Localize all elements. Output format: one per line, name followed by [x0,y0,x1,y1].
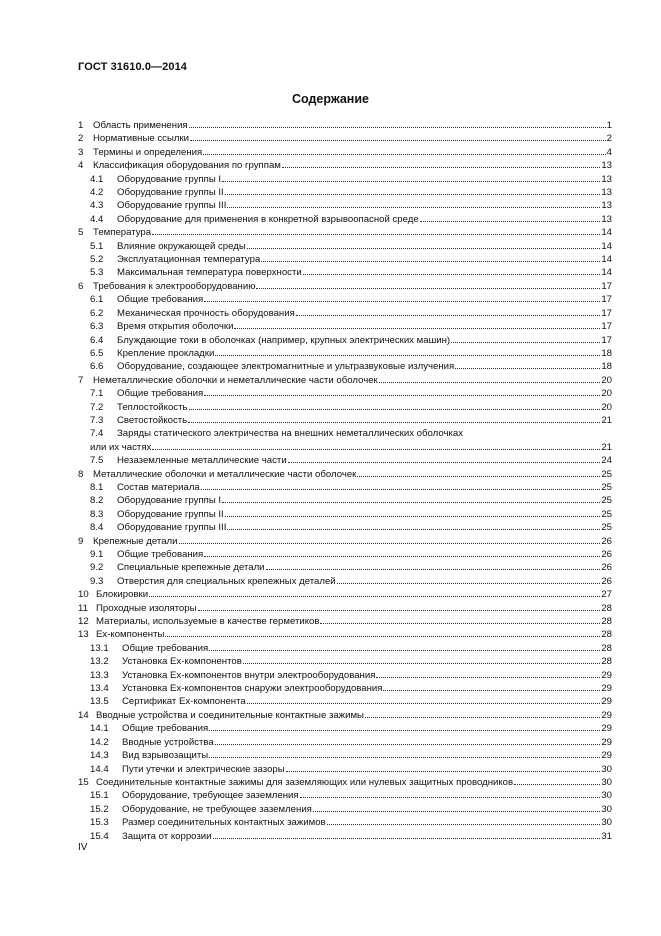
toc-entry-number: 2 [78,133,84,145]
toc-leader-dots [165,628,600,637]
toc-entry-label: Материалы, используемые в качестве герметиков [96,616,320,628]
toc-leader-dots [149,588,600,597]
toc-entry-label: Оборудование для применения в конкретной взрывоопасной среде [117,213,419,225]
toc-entry[interactable] [78,695,612,708]
toc-leader-dots [201,481,601,490]
toc-entry-number: 3 [78,146,84,158]
toc-entry-label: Оборудование группы I [117,173,222,185]
toc-entry-label: Светостойкость [117,414,188,426]
document-code: ГОСТ 31610.0—2014 [78,61,188,73]
toc-entry-number: 5.3 [90,267,104,279]
toc-entry[interactable] [78,535,612,548]
toc-entry-label: Общие требования [117,388,204,400]
toc-leader-dots [303,266,601,275]
toc-leader-dots [227,199,600,208]
toc-entry-label: Заряды статического электричества на внешних неметаллических оболочках [117,428,464,440]
toc-entry[interactable] [78,213,612,226]
toc-entry-number: 4.2 [90,187,104,199]
toc-entry-label: Неметаллические оболочки и неметаллические части оболочек [93,374,378,386]
toc-entry[interactable] [78,548,612,561]
toc-entry-label: Состав материала [117,481,200,493]
toc-leader-dots [376,669,600,678]
toc-leader-dots [247,240,601,249]
toc-entry-number: 15 [78,776,89,788]
toc-entry[interactable] [78,615,612,628]
toc-entry-page: 21 [601,414,612,426]
toc-entry-page: 17 [601,307,612,319]
toc-entry-page: 29 [601,696,612,708]
toc-entry[interactable] [78,360,612,373]
toc-entry-label: Крепление прокладки [117,347,215,359]
toc-entry[interactable] [78,414,612,427]
toc-leader-dots [266,561,601,570]
toc-entry-number: 13.1 [90,642,109,654]
page-title: Содержание [291,92,369,106]
toc-leader-dots [300,789,601,798]
toc-entry[interactable] [78,628,612,641]
toc-entry[interactable] [78,226,612,239]
toc-entry[interactable] [78,199,612,212]
toc-entry-page: 24 [601,455,612,467]
toc-entry-number: 8.2 [90,495,104,507]
toc-entry-label: Время открытия оболочки [117,321,234,333]
toc-entry-page: 28 [601,602,612,614]
toc-entry-page: 28 [601,656,612,668]
toc-entry[interactable] [78,427,612,440]
toc-leader-dots [451,334,600,343]
toc-entry-number: 15.1 [90,790,109,802]
toc-entry-page: 30 [601,763,612,775]
toc-entry-number: 6.2 [90,307,104,319]
toc-entry-label: Блуждающие токи в оболочках (например, крупных электрических машин) [117,334,451,346]
toc-entry-number: 11 [78,602,88,614]
toc-entry-label: Пути утечки и электрические зазоры [122,763,285,775]
toc-entry-label: Вводные устройства и соединительные контактные зажимы [96,709,364,721]
toc-leader-dots [204,293,600,302]
toc-entry-number: 7 [78,374,84,386]
toc-entry[interactable] [78,494,612,507]
toc-entry-number: 7.1 [90,388,104,400]
toc-entry-continuation[interactable] [78,441,612,454]
toc-leader-dots [198,602,601,611]
toc-entry[interactable] [78,307,612,320]
toc-entry-number: 10 [78,589,89,601]
toc-entry-page: 25 [601,522,612,534]
table-of-contents [78,119,612,843]
toc-entry[interactable] [78,722,612,735]
toc-entry[interactable] [78,481,612,494]
toc-leader-dots [179,535,601,544]
toc-entry-page: 29 [601,723,612,735]
toc-leader-dots [225,186,601,195]
toc-entry[interactable] [78,347,612,360]
toc-entry-label-continuation: или их частях [90,441,152,453]
toc-entry-page: 14 [601,227,612,239]
toc-entry-label: Влияние окружающей среды [117,240,246,252]
toc-entry-number: 5.1 [90,240,104,252]
toc-entry[interactable] [78,776,612,789]
toc-entry-label: Оборудование, не требующее заземления [122,803,312,815]
toc-entry-label: Область применения [93,120,188,131]
toc-leader-dots [243,655,601,664]
toc-entry[interactable] [78,789,612,802]
toc-entry[interactable] [78,320,612,333]
toc-entry-page: 18 [601,347,612,359]
toc-leader-dots [189,401,601,410]
toc-entry-label: Установка Ex-компонентов [122,656,242,668]
toc-entry-page: 13 [601,160,612,172]
toc-entry-number: 12 [78,616,89,628]
toc-leader-dots [222,173,600,182]
toc-entry-number: 7.5 [90,455,104,467]
toc-entry-page: 26 [601,535,612,547]
toc-entry-page: 28 [601,629,612,641]
toc-entry-page: 27 [601,589,612,601]
page-number: IV [78,842,88,853]
toc-entry-number: 14.2 [90,736,109,748]
toc-entry-label: Отверстия для специальных крепежных деталей [117,575,336,587]
toc-entry-page: 14 [601,254,612,266]
toc-entry-label: Оборудование, требующее заземления [122,790,299,802]
toc-entry-label: Оборудование, создающее электромагнитные и ультразвуковые излучения [117,361,455,373]
toc-entry[interactable] [78,803,612,816]
toc-entry-label: Общие требования [117,294,204,306]
toc-entry[interactable] [78,173,612,186]
toc-leader-dots [313,803,600,812]
toc-entry-label: Оборудование группы III [117,200,227,212]
toc-entry-label: Нормативные ссылки [93,133,190,145]
toc-leader-dots [215,347,600,356]
toc-entry-label: Теплостойкость [117,401,188,413]
toc-entry-number: 13.5 [90,696,109,708]
toc-entry-page: 20 [601,374,612,386]
toc-entry-number: 13.4 [90,683,109,695]
toc-entry-number: 7.3 [90,414,104,426]
toc-entry-label: Вводные устройства [122,736,214,748]
toc-entry-label: Соединительные контактные зажимы для заземляющих или нулевых защитных проводников [96,776,514,788]
toc-entry[interactable] [78,132,612,145]
toc-entry-label: Незаземленные металлические части [117,455,287,467]
toc-leader-dots [288,454,601,463]
toc-entry-page: 31 [601,830,612,842]
toc-leader-dots [282,159,600,168]
toc-entry-page: 14 [601,267,612,279]
toc-entry-number: 9 [78,535,84,547]
toc-leader-dots [337,575,601,584]
toc-leader-dots [286,763,601,772]
toc-entry[interactable] [78,508,612,521]
toc-entry-label: Общие требования [122,723,209,735]
toc-entry[interactable] [78,253,612,266]
toc-entry-label: Оборудование группы III [117,522,227,534]
toc-entry-label: Сертификат Ex-компонента [122,696,246,708]
toc-entry-page: 25 [601,495,612,507]
toc-entry[interactable] [78,561,612,574]
toc-entry-page: 29 [601,669,612,681]
toc-entry-number: 14.4 [90,763,109,775]
toc-entry[interactable] [78,186,612,199]
toc-entry-label: Специальные крепежные детали [117,562,265,574]
toc-entry-number: 6.5 [90,347,104,359]
toc-entry-number: 14.1 [90,723,109,735]
toc-entry[interactable] [78,602,612,615]
toc-entry[interactable] [78,401,612,414]
toc-entry-number: 13.3 [90,669,109,681]
toc-entry[interactable] [78,146,612,159]
toc-entry-number: 7.4 [90,428,104,440]
toc-leader-dots [222,494,600,503]
toc-entry-page: 25 [601,481,612,493]
toc-entry-page: 17 [601,334,612,346]
toc-entry-number: 4.3 [90,200,104,212]
toc-entry-label: Оборудование группы II [117,508,224,520]
toc-entry[interactable] [78,763,612,776]
toc-entry-page: 13 [601,187,612,199]
toc-entry-page: 17 [601,321,612,333]
toc-leader-dots [225,508,601,517]
toc-entry-label: Общие требования [117,549,204,560]
toc-entry-label: Установка Ex-компонентов внутри электрооборудования [122,669,376,681]
toc-entry-label: Классификация оборудования по группам [93,160,281,172]
toc-entry-page: 14 [601,240,612,252]
toc-entry-label: Температура [93,227,152,239]
toc-entry-page: 18 [601,361,612,373]
toc-entry-label: Размер соединительных контактных зажимов [122,817,326,829]
toc-entry[interactable] [78,669,612,682]
toc-entry[interactable] [78,682,612,695]
toc-leader-dots [203,146,605,155]
toc-leader-dots [209,722,600,731]
toc-leader-dots [296,307,601,316]
toc-leader-dots [188,414,600,423]
toc-leader-dots [209,749,600,758]
toc-entry-number: 9.2 [90,562,104,574]
toc-entry[interactable] [78,159,612,172]
toc-entry-page: 17 [601,294,612,306]
toc-entry-number: 4.4 [90,213,104,225]
toc-leader-dots [455,360,600,369]
toc-leader-dots [189,119,606,128]
toc-entry-label: Общие требования [122,642,209,654]
toc-entry[interactable] [78,830,612,843]
toc-entry-label: Вид взрывозащиты [122,750,209,762]
toc-entry-number: 15.3 [90,817,109,829]
toc-entry[interactable] [78,655,612,668]
toc-entry-number: 14 [78,709,89,721]
toc-entry-number: 8.1 [90,481,104,493]
toc-leader-dots [383,682,600,691]
toc-entry[interactable] [78,736,612,749]
toc-entry[interactable] [78,642,612,655]
toc-leader-dots [256,280,600,289]
toc-entry-number: 8.3 [90,508,104,520]
toc-entry-number: 14.3 [90,750,109,762]
toc-entry-page: 29 [601,736,612,748]
toc-entry[interactable] [78,468,612,481]
toc-entry-label: Максимальная температура поверхности [117,267,302,279]
toc-entry-label: Крепежные детали [93,535,178,547]
toc-leader-dots [320,615,600,624]
toc-entry[interactable] [78,293,612,306]
toc-leader-dots [327,816,601,825]
toc-entry-number: 6 [78,280,84,292]
toc-leader-dots [234,320,600,329]
toc-entry-number: 13 [78,629,89,641]
toc-entry-number: 4.1 [90,173,104,185]
toc-entry[interactable] [78,334,612,347]
toc-entry[interactable] [78,588,612,601]
toc-leader-dots [420,213,601,222]
toc-entry-page: 20 [601,401,612,413]
toc-entry-page: 17 [601,280,612,292]
toc-entry-number: 15.4 [90,830,109,842]
toc-entry-number: 13.2 [90,656,109,668]
toc-entry-label: Металлические оболочки и металлические части оболочек [93,468,357,480]
toc-leader-dots [227,521,600,530]
toc-entry-label: Оборудование группы II [117,187,224,199]
toc-leader-dots [204,548,600,557]
toc-entry-page: 30 [601,790,612,802]
toc-entry[interactable] [78,280,612,293]
toc-entry-page: 26 [601,549,612,560]
toc-entry-page: 26 [601,575,612,587]
toc-entry-page: 13 [601,173,612,185]
toc-entry-number: 6.6 [90,361,104,373]
toc-entry-number: 4 [78,160,84,172]
toc-entry-number: 15.2 [90,803,109,815]
toc-entry-page: 13 [601,213,612,225]
toc-entry-page: 20 [601,388,612,400]
toc-entry-page: 25 [601,468,612,480]
toc-entry-label: Эксплуатационная температура [117,254,261,266]
toc-leader-dots [209,642,600,651]
toc-entry-number: 6.4 [90,334,104,346]
toc-entry-page: 4 [606,146,612,158]
toc-entry[interactable] [78,521,612,534]
toc-leader-dots [152,226,600,235]
toc-entry-label: Оборудование группы I [117,495,222,507]
toc-leader-dots [213,830,601,839]
toc-entry-label: Механическая прочность оборудования [117,307,295,319]
toc-entry[interactable] [78,374,612,387]
toc-entry-number: 6.1 [90,294,104,306]
toc-entry-number: 1 [78,120,84,131]
toc-entry[interactable] [78,816,612,829]
toc-entry[interactable] [78,575,612,588]
toc-entry[interactable] [78,266,612,279]
toc-leader-dots [247,695,601,704]
toc-entry-label: Требования к электрооборудованию [93,280,256,292]
toc-leader-dots [204,387,600,396]
toc-entry-page: 30 [601,776,612,788]
toc-entry-number: 5.2 [90,254,104,266]
toc-entry[interactable] [78,119,612,132]
toc-entry-label: Установка Ex-компонентов снаружи электрооборудования [122,683,383,695]
toc-entry[interactable] [78,749,612,762]
toc-entry-label: Защита от коррозии [122,830,212,842]
toc-leader-dots [152,441,600,450]
toc-entry-page: 28 [601,642,612,654]
toc-entry-page: 29 [601,750,612,762]
toc-entry-label: Термины и определения [93,146,203,158]
toc-entry-number: 9.3 [90,575,104,587]
toc-entry-page: 21 [601,441,612,453]
toc-entry-page: 2 [606,133,612,145]
toc-entry-page: 29 [601,683,612,695]
toc-leader-dots [215,736,601,745]
toc-entry-page: 28 [601,616,612,628]
toc-entry-number: 8.4 [90,522,104,534]
toc-entry-number: 5 [78,227,84,239]
toc-entry[interactable] [78,709,612,722]
toc-leader-dots [365,709,600,718]
toc-entry-label: Ex-компоненты [96,629,165,641]
toc-entry-label: Блокировки [96,589,149,601]
toc-entry-number: 8 [78,468,84,480]
toc-entry-number: 7.2 [90,401,104,413]
toc-leader-dots [514,776,600,785]
toc-leader-dots [379,374,601,383]
toc-entry-number: 6.3 [90,321,104,333]
toc-entry[interactable] [78,240,612,253]
toc-entry-page: 13 [601,200,612,212]
toc-entry-label: Проходные изоляторы [96,602,197,614]
toc-entry[interactable] [78,454,612,467]
toc-entry-page: 25 [601,508,612,520]
toc-leader-dots [261,253,600,262]
toc-leader-dots [357,468,600,477]
toc-entry-page: 29 [601,709,612,721]
toc-entry-number: 9.1 [90,549,104,560]
toc-leader-dots [190,132,606,141]
toc-entry[interactable] [78,387,612,400]
toc-entry-page: 26 [601,562,612,574]
toc-entry-page: 30 [601,817,612,829]
toc-entry-page: 30 [601,803,612,815]
toc-entry-page: 1 [606,120,612,131]
